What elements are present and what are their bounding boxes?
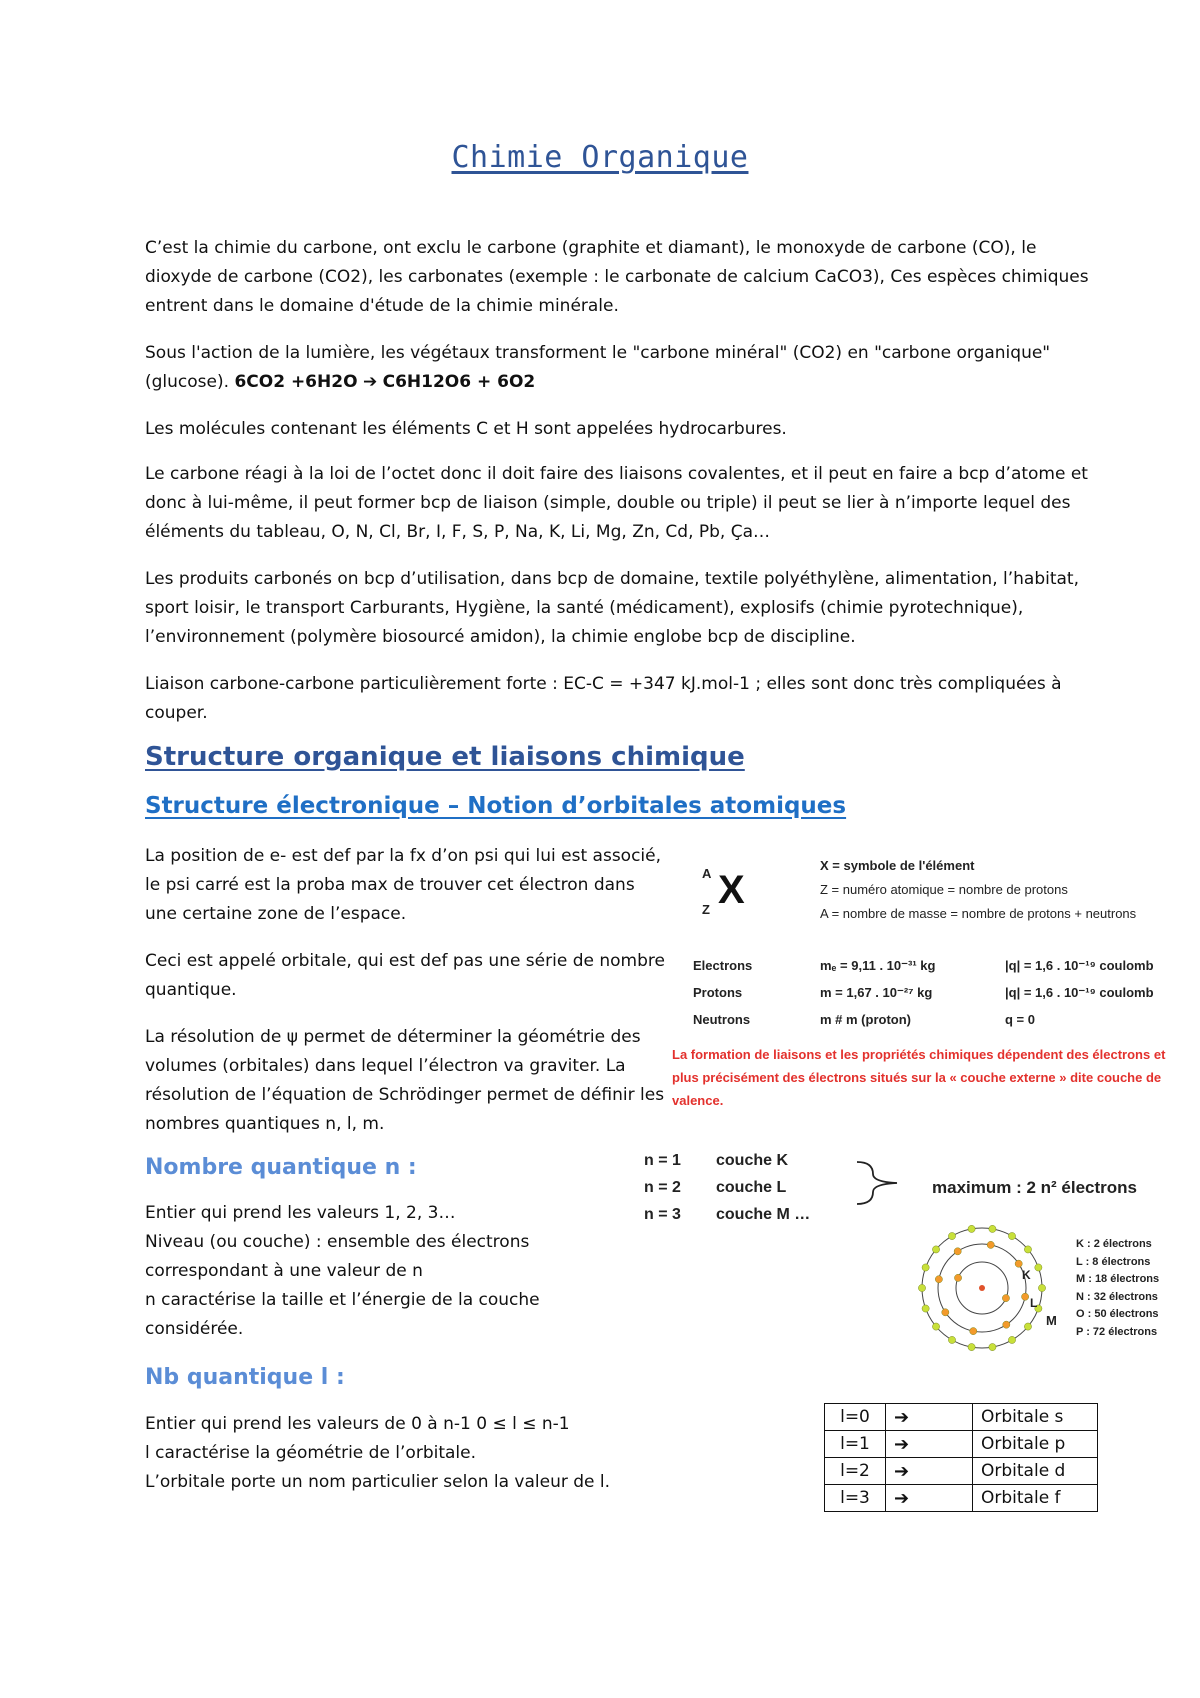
l-line-3: L’orbitale porte un nom particulier selon la valeur de l. xyxy=(145,1472,611,1492)
legend-o: O : 50 électrons xyxy=(1076,1308,1159,1320)
equation-right: C6H12O6 + 6O2 xyxy=(382,372,536,392)
electron-dot xyxy=(1003,1321,1010,1328)
shell-capacity-legend xyxy=(1076,1236,1159,1341)
arrow-icon: ➔ xyxy=(886,1458,973,1485)
def-a: A = nombre de masse = nombre de protons + neutrons xyxy=(820,906,1137,921)
orbital-l-value: l=3 xyxy=(825,1485,886,1512)
electron-dot xyxy=(935,1276,942,1283)
table-row xyxy=(825,1404,1098,1431)
photosynthesis-paragraph xyxy=(145,339,1095,397)
atom-label-m: M xyxy=(1046,1313,1057,1328)
shell-k: couche K xyxy=(716,1152,789,1169)
orbital-table xyxy=(824,1403,1098,1512)
shell-n2: n = 2 xyxy=(644,1179,681,1196)
table-row xyxy=(825,1431,1098,1458)
electron-dot xyxy=(932,1323,939,1330)
bond-energy-paragraph: Liaison carbone-carbone particulièrement forte : EC-C = +347 kJ.mol-1 ; elles sont donc très compliquées à couper. xyxy=(145,674,1062,723)
atom-label-k: K xyxy=(1022,1268,1031,1282)
particle-electrons-charge: |q| = 1,6 . 10⁻¹⁹ coulomb xyxy=(1005,958,1154,973)
brace-icon xyxy=(855,1160,905,1206)
uses-paragraph: Les produits carbonés on bcp d’utilisation, dans bcp de domaine, textile polyéthylène, alimentation, l’habitat, sport loisir, le transport Carburants, Hygiène, la santé (médicament), explosifs (chimie pyrotechnique), l’environnement (polymère biosourcé amidon), la chimie englobe bcp de discipline. xyxy=(145,569,1079,647)
table-row xyxy=(825,1458,1098,1485)
l-line-1: Entier qui prend les valeurs de 0 à n-1 0 ≤ l ≤ n-1 xyxy=(145,1414,570,1434)
orbital-name: Orbitale d xyxy=(973,1458,1098,1485)
l-line-2: l caractérise la géométrie de l’orbitale. xyxy=(145,1443,477,1463)
electron-dot xyxy=(1024,1323,1031,1330)
legend-l: L : 8 électrons xyxy=(1076,1255,1151,1268)
electron-dot xyxy=(942,1309,949,1316)
photosynthesis-text: Sous l'action de la lumière, les végétaux transforment le "carbone minéral" (CO2) en "carbone organique" (glucose). xyxy=(145,343,1051,392)
electron-dot xyxy=(1035,1264,1042,1271)
electron-dot xyxy=(922,1305,929,1312)
equation-arrow: ➔ xyxy=(362,372,378,392)
orbital-l-value: l=0 xyxy=(825,1404,886,1431)
legend-k: K : 2 électrons xyxy=(1076,1238,1152,1250)
electron-dot xyxy=(1015,1260,1022,1267)
electron-dot xyxy=(1002,1295,1009,1302)
mass-number-label: A xyxy=(702,866,712,881)
electron-dot xyxy=(968,1225,975,1232)
electron-dot xyxy=(932,1246,939,1253)
atom-label-l: L xyxy=(1030,1296,1038,1310)
electron-dot xyxy=(918,1284,925,1291)
arrow-icon: ➔ xyxy=(886,1431,973,1458)
particle-protons-charge: |q| = 1,6 . 10⁻¹⁹ coulomb xyxy=(1005,985,1154,1000)
n-line-1: Entier qui prend les valeurs 1, 2, 3… xyxy=(145,1203,456,1223)
orbital-name: Orbitale p xyxy=(973,1431,1098,1458)
shell-n1: n = 1 xyxy=(644,1152,681,1169)
electron-dot xyxy=(987,1241,994,1248)
electron-dot xyxy=(989,1343,996,1350)
table-row xyxy=(825,1485,1098,1512)
page-title: Chimie Organique xyxy=(451,140,749,175)
electron-dot xyxy=(970,1328,977,1335)
maximum-formula: maximum : 2 n² électrons xyxy=(932,1178,1138,1197)
electron-dot xyxy=(1022,1293,1029,1300)
shell-m: couche M … xyxy=(716,1206,811,1223)
shells-figure xyxy=(640,1148,1180,1358)
electron-dot xyxy=(1038,1284,1045,1291)
orbital-paragraph: Ceci est appelé orbitale, qui est def pas une série de nombre quantique. xyxy=(145,951,665,1000)
legend-n: N : 32 électrons xyxy=(1076,1290,1158,1303)
hydrocarbon-paragraph: Les molécules contenant les éléments C et H sont appelées hydrocarbures. xyxy=(145,419,787,439)
n-line-2: Niveau (ou couche) : ensemble des électrons correspondant à une valeur de n xyxy=(145,1232,530,1281)
electron-dot xyxy=(968,1343,975,1350)
electron-dot xyxy=(948,1336,955,1343)
orbital-name: Orbitale f xyxy=(973,1485,1098,1512)
legend-m: M : 18 électrons xyxy=(1076,1273,1160,1285)
particle-neutrons: Neutrons xyxy=(693,1012,751,1027)
def-z: Z = numéro atomique = nombre de protons xyxy=(820,882,1068,897)
arrow-icon: ➔ xyxy=(886,1485,973,1512)
electron-dot xyxy=(954,1248,961,1255)
particle-electrons-mass: mₑ = 9,11 . 10⁻³¹ kg xyxy=(820,958,936,973)
schrodinger-paragraph: La résolution de ψ permet de déterminer la géométrie des volumes (orbitales) dans lequel l’électron va graviter. La résolution de l’équation de Schrödinger permet de définir les nombres quantiques n, l, m. xyxy=(145,1027,665,1134)
subsection-heading: Structure électronique – Notion d’orbitales atomiques xyxy=(145,793,847,819)
arrow-icon: ➔ xyxy=(886,1404,973,1431)
electron-dot xyxy=(1008,1336,1015,1343)
octet-paragraph: Le carbone réagi à la loi de l’octet donc il doit faire des liaisons covalentes, et il peut en faire a bcp d’atome et donc à lui-même, il peut former bcp de liaison (simple, double ou triple) il peut se lier à n’importe lequel des éléments du tableau, O, N, Cl, Br, I, F, S, P, Na, K, Li, Mg, Zn, Cd, Pb, Ça… xyxy=(145,464,1088,542)
electron-dot xyxy=(954,1274,961,1281)
section-heading: Structure organique et liaisons chimique xyxy=(145,742,745,772)
valence-note: La formation de liaisons et les propriétés chimiques dépendent des électrons et plus précisément des électrons situés sur la « couche externe » dite couche de valence. xyxy=(672,1047,1166,1108)
n-line-3: n caractérise la taille et l’énergie de la couche considérée. xyxy=(145,1290,540,1339)
particle-electrons: Electrons xyxy=(693,958,753,973)
atomic-notation-figure xyxy=(660,850,1180,1110)
particle-neutrons-mass: m # m (proton) xyxy=(820,1012,911,1027)
equation-left: 6CO2 +6H2O xyxy=(234,372,358,392)
shell-n3: n = 3 xyxy=(644,1206,681,1223)
intro-paragraph: C’est la chimie du carbone, ont exclu le carbone (graphite et diamant), le monoxyde de carbone (CO), le dioxyde de carbone (CO2), les carbonates (exemple : le carbonate de calcium CaCO3), Ces espèces chimiques entrent dans le domaine d'étude de la chimie minérale. xyxy=(145,238,1089,316)
legend-p: P : 72 électrons xyxy=(1076,1325,1158,1338)
psi-paragraph: La position de e- est def par la fx d’on psi qui lui est associé, le psi carré est la proba max de trouver cet électron dans une certaine zone de l’espace. xyxy=(145,846,662,924)
atomic-number-label: Z xyxy=(702,902,710,917)
particle-neutrons-charge: q = 0 xyxy=(1005,1012,1035,1027)
orbital-l-value: l=1 xyxy=(825,1431,886,1458)
particle-protons: Protons xyxy=(693,985,743,1000)
element-symbol: X xyxy=(718,868,745,912)
orbital-l-value: l=2 xyxy=(825,1458,886,1485)
nucleus-icon xyxy=(979,1285,985,1291)
shell-l: couche L xyxy=(716,1179,787,1196)
electron-dot xyxy=(1024,1246,1031,1253)
atom-shells-diagram xyxy=(910,1223,1060,1353)
electron-dot xyxy=(948,1232,955,1239)
l-heading: Nb quantique l : xyxy=(145,1365,345,1390)
electron-dot xyxy=(1008,1232,1015,1239)
electron-dot xyxy=(989,1225,996,1232)
particle-protons-mass: m = 1,67 . 10⁻²⁷ kg xyxy=(820,985,933,1000)
n-heading: Nombre quantique n : xyxy=(145,1155,417,1180)
orbital-name: Orbitale s xyxy=(973,1404,1098,1431)
def-x: X = symbole de l'élément xyxy=(820,858,975,873)
electron-dot xyxy=(922,1264,929,1271)
